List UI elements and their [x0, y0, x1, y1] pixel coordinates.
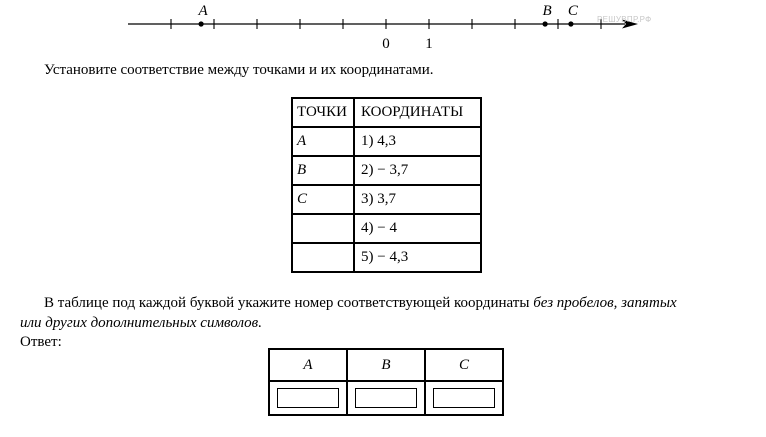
answer-table: [268, 348, 504, 416]
answer-input-row: [269, 381, 503, 415]
number-line: [0, 0, 766, 60]
answer-header-b: B: [347, 349, 425, 381]
match-point-empty-2: [292, 243, 354, 272]
match-header-coordinates: КООРДИНАТЫ: [354, 98, 481, 127]
answer-input-c[interactable]: [433, 388, 495, 408]
match-point-b: B: [292, 156, 354, 185]
match-header-points: ТОЧКИ: [292, 98, 354, 127]
match-coordinate-4: 4) − 4: [354, 214, 481, 243]
number-line-points: [198, 3, 579, 27]
match-point-c: C: [292, 185, 354, 214]
table-row: [292, 185, 481, 214]
match-point-empty-1: [292, 214, 354, 243]
table-row: [292, 243, 481, 272]
answer-input-b[interactable]: [355, 388, 417, 408]
answer-input-a[interactable]: [277, 388, 339, 408]
point-label-a: A: [198, 3, 208, 19]
tick-label-0: 0: [382, 36, 390, 52]
point-label-b: B: [542, 3, 552, 19]
answer-label: Ответ:: [20, 334, 62, 350]
point-dot-a: [199, 21, 204, 26]
answer-cell-c: [425, 381, 503, 415]
point-dot-c: [568, 21, 573, 26]
table-row: [292, 127, 481, 156]
match-coordinate-5: 5) − 4,3: [354, 243, 481, 272]
instruction-text: Установите соответствие между точками и их координатами.: [44, 62, 434, 78]
answer-header-row: [269, 349, 503, 381]
answer-cell-a: [269, 381, 347, 415]
match-coordinate-1: 1) 4,3: [354, 127, 481, 156]
tick-label-1: 1: [425, 36, 433, 52]
match-table: [291, 97, 482, 273]
point-dot-b: [543, 21, 548, 26]
task-line-1: [44, 295, 677, 312]
answer-cell-b: [347, 381, 425, 415]
watermark: РЕШУВПР.РФ: [597, 15, 652, 24]
task-line-1-italic: без пробелов, запятых: [533, 295, 677, 311]
match-coordinate-2: 2) − 3,7: [354, 156, 481, 185]
answer-header-a: A: [269, 349, 347, 381]
point-label-c: C: [567, 3, 578, 19]
table-row: [292, 156, 481, 185]
answer-header-c: C: [425, 349, 503, 381]
task-line-1-prefix: В таблице под каждой буквой укажите номер соответствующей координаты: [44, 295, 530, 311]
match-table-header-row: [292, 98, 481, 127]
match-point-a: A: [292, 127, 354, 156]
match-coordinate-3: 3) 3,7: [354, 185, 481, 214]
table-row: [292, 214, 481, 243]
task-line-2: или других дополнительных символов.: [20, 315, 262, 331]
